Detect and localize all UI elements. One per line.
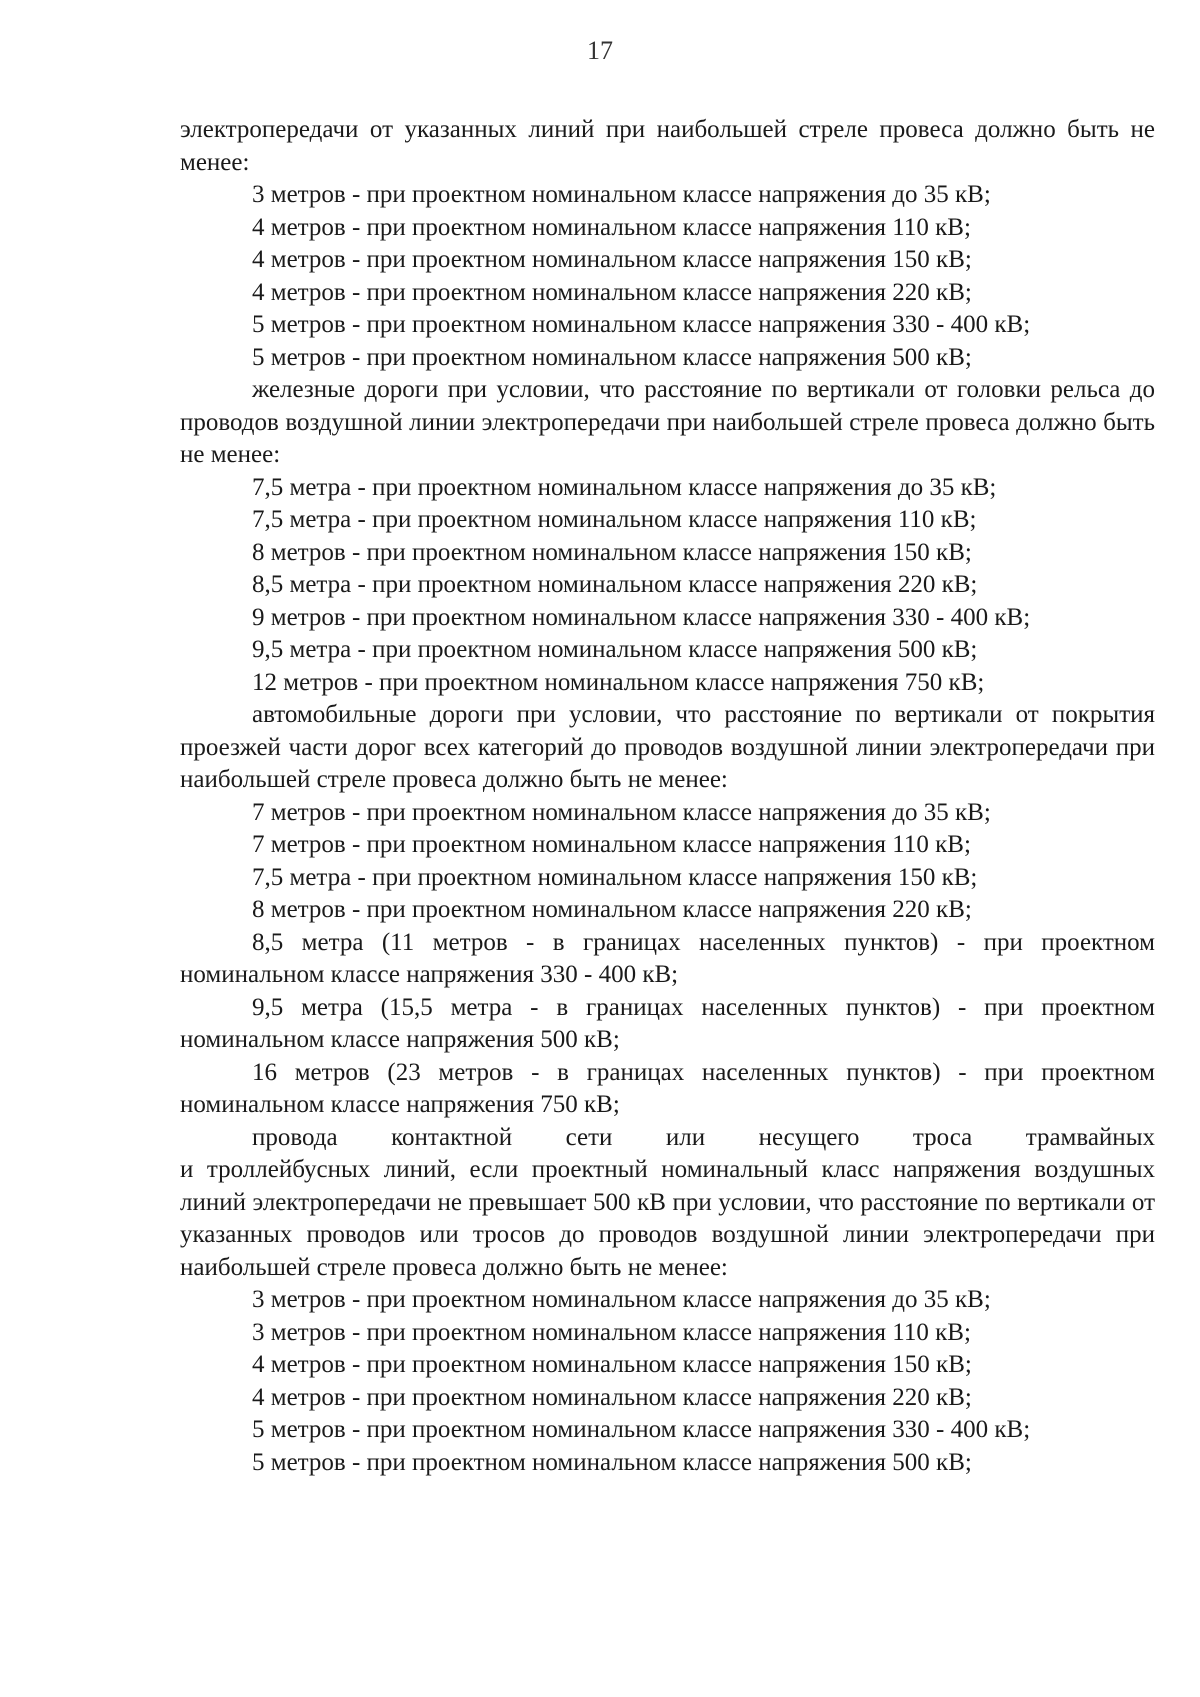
list-item: 8 метров - при проектном номинальном классе напряжения 220 кВ; bbox=[252, 896, 972, 923]
list-item: 5 метров - при проектном номинальном классе напряжения 500 кВ; bbox=[252, 343, 972, 371]
list-item: 4 метров - при проектном номинальном классе напряжения 110 кВ; bbox=[252, 213, 971, 241]
list-item: 5 метров - при проектном номинальном классе напряжения 330 - 400 кВ; bbox=[252, 311, 1031, 338]
list-item: 4 метров - при проектном номинальном классе напряжения 150 кВ; bbox=[252, 1351, 972, 1378]
list-item: 7,5 метра - при проектном номинальном классе напряжения 150 кВ; bbox=[252, 863, 978, 891]
paragraph: провода контактной сети или несущего троса трамвайных bbox=[252, 1123, 1155, 1151]
list-item: 7 метров - при проектном номинальном классе напряжения до 35 кВ; bbox=[252, 798, 991, 826]
list-item: 9 метров - при проектном номинальном классе напряжения 330 - 400 кВ; bbox=[252, 603, 1031, 631]
paragraph: и троллейбусных линий, если проектный номинальный класс напряжения воздушных линий электропередачи не превышает 500 кВ при условии, что расстояние по вертикали от указанных проводов или тросов до проводов воздушной линии электропередачи при наибольшей стреле провеса должно быть не менее: bbox=[180, 1156, 1155, 1281]
paragraph: железные дороги при условии, что расстояние по вертикали от головки рельса до проводов воздушной линии электропередачи при наибольшей стреле провеса должно быть не менее: bbox=[180, 376, 1155, 468]
page-number: 17 bbox=[587, 36, 613, 65]
list-item: 3 метров - при проектном номинальном классе напряжения до 35 кВ; bbox=[252, 181, 991, 208]
list-item: 4 метров - при проектном номинальном классе напряжения 220 кВ; bbox=[252, 1383, 972, 1411]
paragraph: автомобильные дороги при условии, что расстояние по вертикали от покрытия проезжей части дорог всех категорий до проводов воздушной линии электропередачи при наибольшей стреле провеса должно быть не менее: bbox=[180, 701, 1155, 793]
list-item: 3 метров - при проектном номинальном классе напряжения до 35 кВ; bbox=[252, 1286, 991, 1313]
list-item: 7,5 метра - при проектном номинальном классе напряжения до 35 кВ; bbox=[252, 473, 997, 501]
list-item: 4 метров - при проектном номинальном классе напряжения 220 кВ; bbox=[252, 278, 972, 306]
list-item: 8 метров - при проектном номинальном классе напряжения 150 кВ; bbox=[252, 538, 972, 566]
list-item: 5 метров - при проектном номинальном классе напряжения 330 - 400 кВ; bbox=[252, 1416, 1031, 1443]
list-item: 9,5 метра - при проектном номинальном классе напряжения 500 кВ; bbox=[252, 636, 978, 663]
list-item: 8,5 метра - при проектном номинальном классе напряжения 220 кВ; bbox=[252, 571, 978, 598]
list-item: 5 метров - при проектном номинальном классе напряжения 500 кВ; bbox=[252, 1448, 972, 1476]
paragraph: 8,5 метра (11 метров - в границах населенных пунктов) - при проектном номинальном классе напряжения 330 - 400 кВ; bbox=[180, 928, 1155, 988]
list-item: 12 метров - при проектном номинальном классе напряжения 750 кВ; bbox=[252, 668, 985, 696]
paragraph: 16 метров (23 метров - в границах населенных пунктов) - при проектном номинальном классе напряжения 750 кВ; bbox=[180, 1058, 1155, 1118]
document-body bbox=[180, 114, 1155, 1479]
paragraph: электропередачи от указанных линий при наибольшей стреле провеса должно быть не менее: bbox=[180, 116, 1155, 176]
list-item: 7 метров - при проектном номинальном классе напряжения 110 кВ; bbox=[252, 831, 971, 858]
list-item: 7,5 метра - при проектном номинальном классе напряжения 110 кВ; bbox=[252, 506, 977, 533]
list-item: 4 метров - при проектном номинальном классе напряжения 150 кВ; bbox=[252, 246, 972, 273]
paragraph: 9,5 метра (15,5 метра - в границах населенных пунктов) - при проектном номинальном классе напряжения 500 кВ; bbox=[180, 993, 1155, 1053]
list-item: 3 метров - при проектном номинальном классе напряжения 110 кВ; bbox=[252, 1318, 971, 1346]
